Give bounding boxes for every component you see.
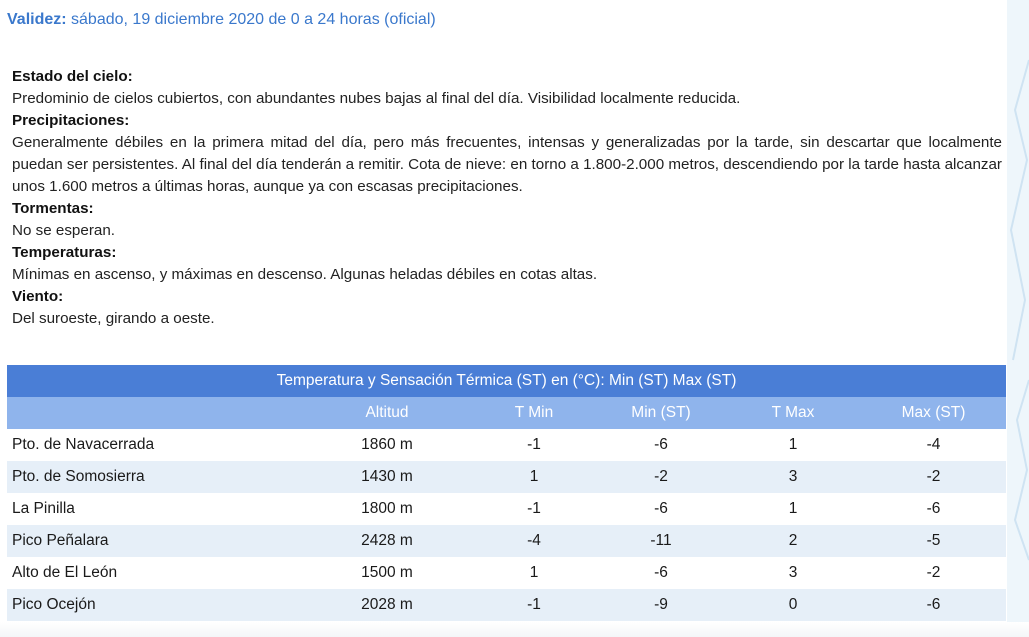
validity-label: Validez: — [7, 11, 67, 28]
cell-altitude: 1430 m — [303, 461, 471, 493]
cell-tmax: 1 — [725, 493, 861, 525]
section-heading: Estado del cielo: — [12, 68, 133, 85]
page-footer-edge — [0, 622, 1029, 637]
cell-max-st: -2 — [861, 557, 1006, 589]
cell-min-st: -6 — [597, 557, 725, 589]
cell-tmin: -1 — [471, 429, 597, 461]
cell-max-st: -4 — [861, 429, 1006, 461]
section-text: Del suroeste, girando a oeste. — [12, 310, 215, 327]
forecast-text — [12, 66, 1002, 330]
validity-value: sábado, 19 diciembre 2020 de 0 a 24 horas (oficial) — [71, 11, 436, 28]
section-text: Mínimas en ascenso, y máximas en descenso. Algunas heladas débiles en cotas altas. — [12, 266, 598, 283]
cell-tmax: 1 — [725, 429, 861, 461]
table-row — [7, 429, 1006, 461]
cell-max-st: -2 — [861, 461, 1006, 493]
cell-tmax: 3 — [725, 461, 861, 493]
section-heading: Viento: — [12, 288, 64, 305]
cell-tmin: 1 — [471, 557, 597, 589]
section-heading: Precipitaciones: — [12, 112, 130, 129]
section-storms — [12, 198, 1002, 242]
temperature-table — [7, 365, 1006, 621]
section-precipitation — [12, 110, 1002, 198]
table-caption: Temperatura y Sensación Térmica (ST) en (°C): Min (ST) Max (ST) — [7, 365, 1006, 397]
section-heading: Temperaturas: — [12, 244, 117, 261]
cell-tmax: 3 — [725, 557, 861, 589]
cell-tmin: -1 — [471, 589, 597, 621]
cell-min-st: -11 — [597, 525, 725, 557]
cell-altitude: 2428 m — [303, 525, 471, 557]
table-row — [7, 461, 1006, 493]
column-header-max-st: Max (ST) — [861, 397, 1006, 429]
cell-location: Pico Peñalara — [7, 525, 303, 557]
cell-tmin: 1 — [471, 461, 597, 493]
cell-tmax: 0 — [725, 589, 861, 621]
section-text: No se esperan. — [12, 222, 115, 239]
column-header-location — [7, 397, 303, 429]
cell-location: Pto. de Navacerrada — [7, 429, 303, 461]
cell-max-st: -5 — [861, 525, 1006, 557]
cell-location: Alto de El León — [7, 557, 303, 589]
cell-tmax: 2 — [725, 525, 861, 557]
cut-off-heading — [540, 0, 1020, 3]
table-row — [7, 589, 1006, 621]
cell-tmin: -4 — [471, 525, 597, 557]
background-decoration — [1007, 0, 1029, 637]
column-header-altitude: Altitud — [303, 397, 471, 429]
validity-line — [7, 11, 436, 29]
cell-min-st: -2 — [597, 461, 725, 493]
cell-location: Pico Ocejón — [7, 589, 303, 621]
cell-max-st: -6 — [861, 493, 1006, 525]
section-heading: Tormentas: — [12, 200, 94, 217]
cell-altitude: 1800 m — [303, 493, 471, 525]
table-header-row — [7, 397, 1006, 429]
section-sky — [12, 66, 1002, 110]
section-temperatures — [12, 242, 1002, 286]
cell-altitude: 1500 m — [303, 557, 471, 589]
table-row — [7, 557, 1006, 589]
section-text: Generalmente débiles en la primera mitad del día, pero más frecuentes, intensas y generalizadas por la tarde, sin descartar que localmente puedan ser persistentes. Al final del día tenderán a remitir. Cota de nieve: en torno a 1.800-2.000 metros, descendiendo por la tarde hasta alcanzar unos 1.600 metros a últimas horas, aunque ya con escasas precipitaciones. — [12, 134, 1002, 195]
column-header-min-st: Min (ST) — [597, 397, 725, 429]
cell-tmin: -1 — [471, 493, 597, 525]
section-wind — [12, 286, 1002, 330]
table-row — [7, 525, 1006, 557]
column-header-tmax: T Max — [725, 397, 861, 429]
cell-max-st: -6 — [861, 589, 1006, 621]
cell-min-st: -6 — [597, 429, 725, 461]
cell-min-st: -6 — [597, 493, 725, 525]
column-header-tmin: T Min — [471, 397, 597, 429]
section-text: Predominio de cielos cubiertos, con abundantes nubes bajas al final del día. Visibilidad localmente reducida. — [12, 90, 741, 107]
table-row — [7, 493, 1006, 525]
cell-location: La Pinilla — [7, 493, 303, 525]
cell-altitude: 2028 m — [303, 589, 471, 621]
cell-min-st: -9 — [597, 589, 725, 621]
cell-location: Pto. de Somosierra — [7, 461, 303, 493]
cell-altitude: 1860 m — [303, 429, 471, 461]
